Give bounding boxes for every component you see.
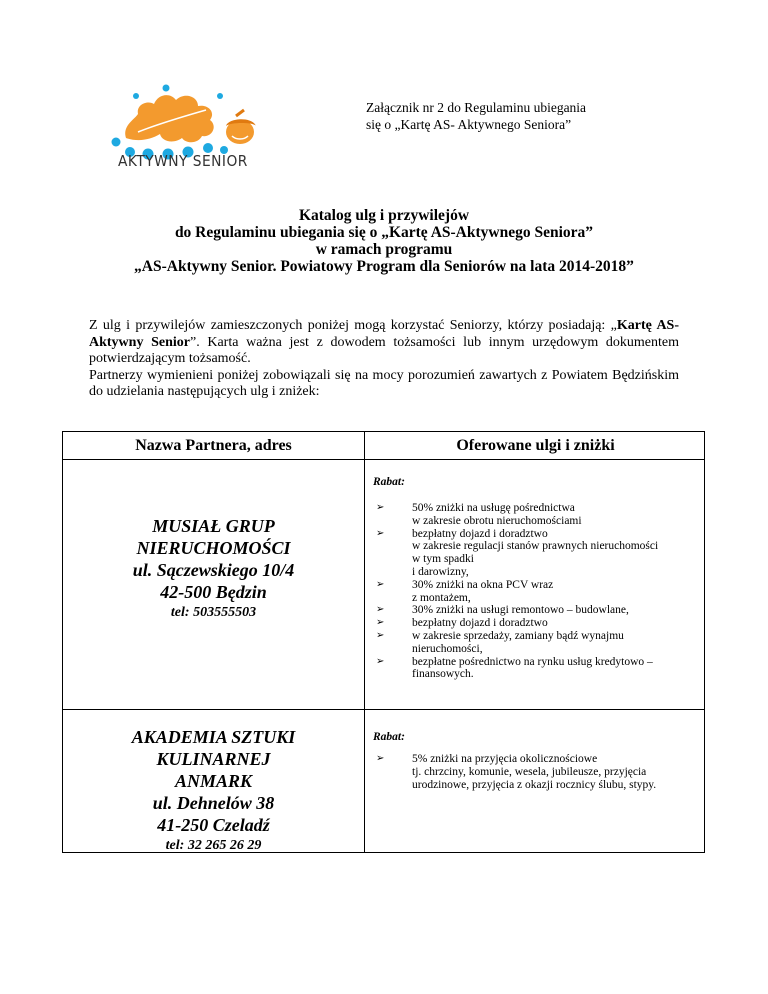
arrow-bullet-icon: ➢ bbox=[376, 629, 385, 641]
partner-name-line-1: MUSIAŁ GRUP bbox=[152, 516, 275, 536]
offer-text: 30% zniżki na usługi remontowo – budowlane, bbox=[412, 604, 629, 617]
intro-paragraph-2: Partnerzy wymienieni poniżej zobowiązali się na mocy porozumień zawartych z Powiatem Będzińskim do udzielania następujących ulg i zniżek: bbox=[89, 367, 679, 399]
partner-name-line-2: NIERUCHOMOŚCI bbox=[136, 538, 291, 558]
list-item bbox=[373, 630, 658, 656]
rabat-label: Rabat: bbox=[373, 731, 405, 743]
intro-text bbox=[89, 318, 679, 401]
title-line-2: do Regulaminu ubiegania się o „Kartę AS-Aktywnego Seniora” bbox=[174, 224, 594, 241]
list-item bbox=[373, 579, 658, 605]
partner-city: 42-500 Będzin bbox=[160, 582, 267, 602]
partner-phone: tel: 503555503 bbox=[170, 605, 257, 620]
offer-text: bezpłatne pośrednictwo na rynku usług kredytowo – finansowych. bbox=[412, 655, 653, 681]
header-divider bbox=[63, 459, 704, 460]
list-item bbox=[373, 528, 658, 579]
row-divider bbox=[63, 709, 704, 710]
list-item bbox=[373, 656, 658, 682]
partner-name-line-2: KULINARNEJ bbox=[156, 749, 271, 769]
intro-p1-end: ”. Karta ważna jest z dowodem tożsamości lub innym urzędowym dokumentem potwierdzającym tożsamość. bbox=[89, 334, 679, 366]
partners-table bbox=[62, 431, 705, 853]
arrow-bullet-icon: ➢ bbox=[376, 502, 385, 513]
header-offers: Oferowane ulgi i zniżki bbox=[456, 437, 615, 454]
header-partner: Nazwa Partnera, adres bbox=[135, 437, 292, 454]
intro-paragraph-1 bbox=[89, 318, 679, 368]
arrow-bullet-icon: ➢ bbox=[376, 753, 385, 764]
arrow-bullet-icon: ➢ bbox=[376, 578, 385, 590]
arrow-bullet-icon: ➢ bbox=[376, 617, 385, 629]
partner-city: 41-250 Czeladź bbox=[157, 815, 270, 835]
column-divider bbox=[364, 432, 365, 852]
offer-text: bezpłatny dojazd i doradztwo bbox=[412, 617, 548, 630]
document-title bbox=[0, 207, 768, 275]
arrow-bullet-icon: ➢ bbox=[376, 655, 385, 667]
annex-note bbox=[366, 99, 586, 133]
card-name: Kartę AS-Aktywny Senior bbox=[89, 318, 680, 350]
partner-address: ul. Dehnelów 38 bbox=[152, 793, 275, 813]
offer-text: bezpłatny dojazd i doradztwo w zakresie regulacji stanów prawnych nieruchomości w tym spadki i darowizny, bbox=[412, 527, 659, 578]
offer-text: 50% zniżki na usługę pośrednictwa w zakresie obrotu nieruchomościami bbox=[412, 502, 582, 527]
partner-musial-grup bbox=[63, 515, 364, 623]
partner-name-line-1: AKADEMIA SZTUKI bbox=[131, 727, 296, 747]
arrow-bullet-icon: ➢ bbox=[376, 604, 385, 616]
annex-line-2: się o „Kartę AS- Aktywnego Seniora” bbox=[366, 117, 572, 132]
partner-name-line-3: ANMARK bbox=[174, 771, 253, 791]
partner-address: ul. Sączewskiego 10/4 bbox=[132, 560, 295, 580]
offer-text: 5% zniżki na przyjęcia okolicznościowe tj. chrzciny, komunie, wesela, jubileusze, przyjęcia urodzinowe, przyjęcia z okazji rocznicy ślubu, stypy. bbox=[412, 753, 657, 791]
rabat-label: Rabat: bbox=[373, 476, 405, 488]
offer-text: 30% zniżki na okna PCV wraz z montażem, bbox=[412, 578, 554, 604]
offers-list bbox=[373, 502, 658, 681]
arrow-bullet-icon: ➢ bbox=[376, 527, 385, 539]
list-item bbox=[373, 604, 658, 617]
title-line-1: Katalog ulg i przywilejów bbox=[298, 207, 470, 224]
offer-text: w zakresie sprzedaży, zamiany bądź wynajmu nieruchomości, bbox=[412, 629, 624, 655]
list-item bbox=[373, 502, 658, 528]
list-item bbox=[373, 753, 656, 791]
title-line-3: w ramach programu bbox=[315, 241, 453, 258]
annex-line-1: Załącznik nr 2 do Regulaminu ubiegania bbox=[366, 100, 587, 115]
intro-p1-start: Z ulg i przywilejów zamieszczonych poniżej mogą korzystać Seniorzy, którzy posiadają: „ bbox=[89, 318, 617, 333]
title-line-4: „AS-Aktywny Senior. Powiatowy Program dla Seniorów na lata 2014-2018” bbox=[134, 258, 634, 275]
partner-phone: tel: 32 265 26 29 bbox=[165, 838, 262, 853]
partner-akademia-anmark bbox=[63, 726, 364, 856]
logo-text: AKTYWNY SENIOR bbox=[118, 152, 248, 170]
offers-list bbox=[373, 753, 656, 791]
list-item bbox=[373, 617, 658, 630]
